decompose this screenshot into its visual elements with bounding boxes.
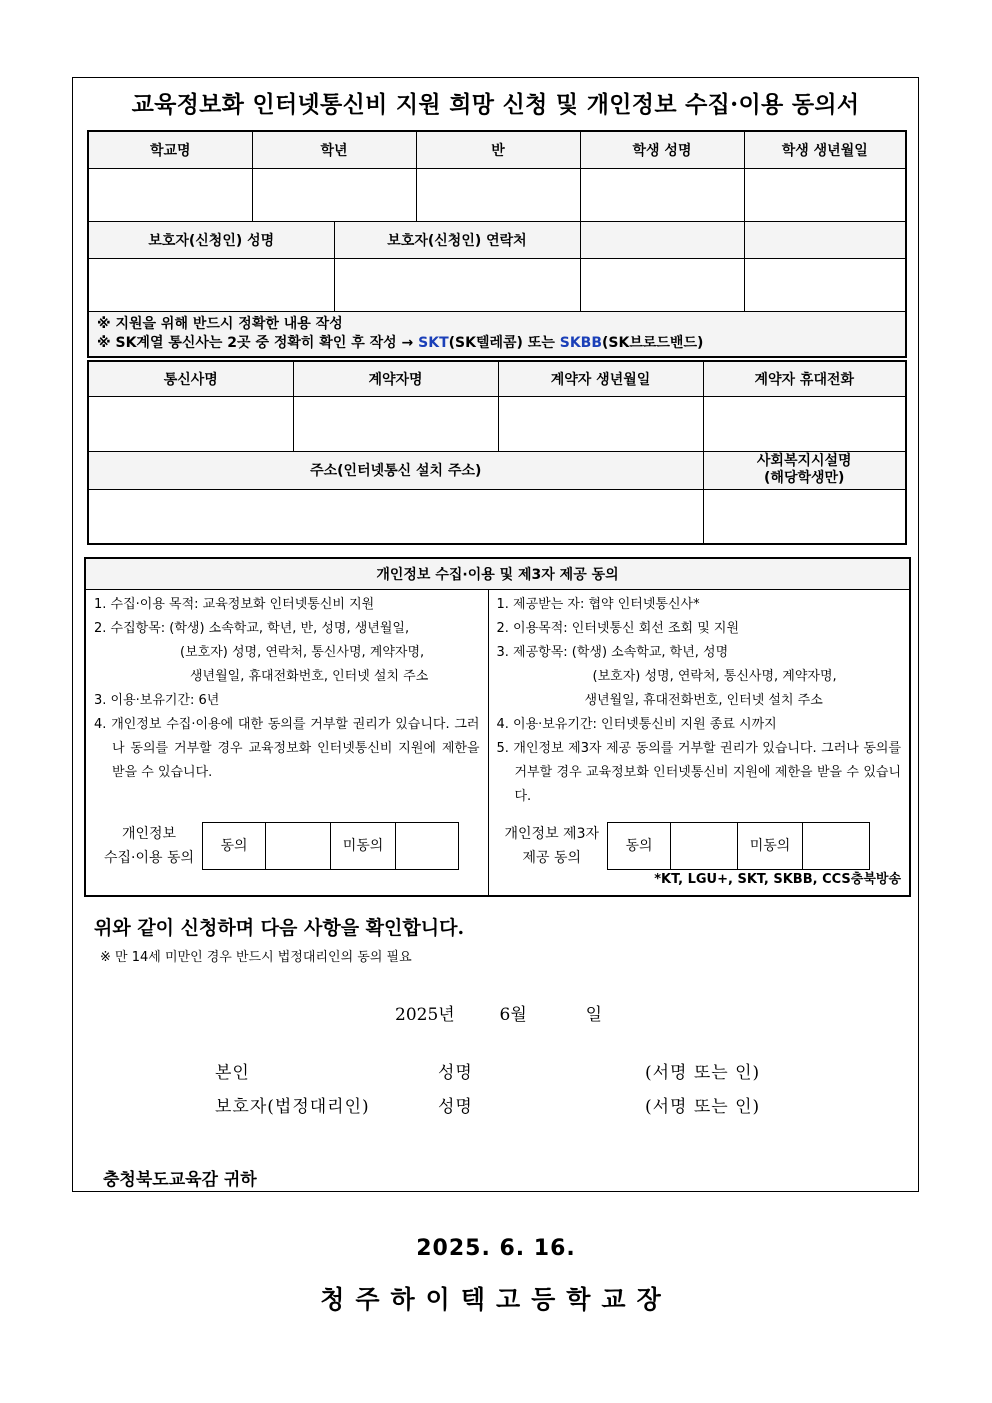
date-year: 2025년 [395,1005,455,1025]
minor-note: ※ 만 14세 미만인 경우 반드시 법정대리인의 동의 필요 [100,950,412,965]
form-title: 교육정보화 인터넷통신비 지원 희망 신청 및 개인정보 수집·이용 동의서 [131,91,860,118]
blank-field-2[interactable] [744,258,906,311]
consent-right [488,590,910,897]
right-agree-label [505,822,600,870]
left-agree-box [202,822,459,870]
issue-date: 2025. 6. 16. [416,1236,576,1261]
left-disagree-check[interactable] [396,823,458,869]
welfare-line-1: 사회복지시설명 [756,453,852,469]
header-guardian-contact: 보호자(신청인) 연락처 [334,221,580,258]
consent-heading: 개인정보 수집·이용 및 제3자 제공 동의 [85,558,910,590]
header-contractor-birth: 계약자 생년월일 [498,361,703,396]
notes [88,311,906,357]
left-item-2c: 생년월일, 휴대전화번호, 인터넷 설치 주소 [190,669,429,684]
header-contractor-phone: 계약자 휴대전화 [703,361,906,396]
contractor-birth-field[interactable] [498,396,703,451]
left-agree-text: 동의 [203,823,266,869]
guardian-label: 보호자(법정대리인) [215,1097,370,1117]
date-month: 6월 [499,1005,527,1025]
header-guardian-name: 보호자(신청인) 성명 [88,221,334,258]
addressee: 충청북도교육감 귀하 [103,1170,257,1190]
right-item-1: 1. 제공받는 자: 협약 인터넷통신사* [496,597,700,612]
self-sign-hint[interactable]: (서명 또는 인) [645,1063,761,1083]
right-agree-check[interactable] [671,823,738,869]
header-class: 반 [416,131,580,168]
left-item-4: 4. 개인정보 수집·이용에 대한 동의를 거부할 권리가 있습니다. 그러나 동의를 거부할 경우 교육정보화 인터넷통신비 지원에 제한을 받을 수 있습니다. [94,717,480,780]
guardian-name-field[interactable] [88,258,334,311]
note-prefix: ※ SK계열 통신사는 2곳 중 정확히 확인 후 작성 → [97,334,419,351]
left-agree-row [104,822,459,870]
right-item-4: 4. 이용·보유기간: 인터넷통신비 지원 종료 시까지 [496,717,777,732]
welfare-line-2: (해당학생만) [764,470,845,486]
right-agree-label-2: 제공 동의 [522,850,582,866]
right-agree-text: 동의 [608,823,671,869]
right-disagree-text: 미동의 [738,823,803,869]
guardian-name-label: 성명 [438,1097,473,1117]
left-agree-label [104,822,194,870]
left-item-3: 3. 이용·보유기간: 6년 [94,693,220,708]
right-disagree-check[interactable] [803,823,869,869]
contractor-phone-field[interactable] [703,396,906,451]
consent-table [84,557,911,897]
header-contractor: 계약자명 [293,361,498,396]
student-birth-field[interactable] [744,168,906,221]
guardian-sign-hint[interactable]: (서명 또는 인) [645,1097,761,1117]
address-field[interactable] [88,489,703,544]
left-item-2: 2. 수집항목: (학생) 소속학교, 학년, 반, 성명, 생년월일, [94,621,410,636]
left-disagree-text: 미동의 [331,823,396,869]
class-field[interactable] [416,168,580,221]
left-agree-label-1: 개인정보 [121,826,177,842]
header-address: 주소(인터넷통신 설치 주소) [88,451,703,489]
skt-full: (SK텔레콤) 또는 [448,334,560,351]
consent-left [85,590,488,897]
right-agree-row [505,822,871,870]
right-item-3b: (보호자) 성명, 연락처, 통신사명, 계약자명, [592,669,837,684]
header-carrier: 통신사명 [88,361,293,396]
welfare-field[interactable] [703,489,906,544]
date-line [395,1000,602,1025]
right-item-3c: 생년월일, 휴대전화번호, 인터넷 설치 주소 [584,693,823,708]
blank-field-1[interactable] [580,258,744,311]
left-item-2b: (보호자) 성명, 연락처, 통신사명, 계약자명, [180,645,425,660]
header-blank-2 [744,221,906,258]
header-student-name: 학생 성명 [580,131,744,168]
header-grade: 학년 [252,131,416,168]
contract-table [87,360,907,545]
student-name-field[interactable] [580,168,744,221]
providers-note: *KT, LGU+, SKT, SKBB, CCS충북방송 [654,872,902,887]
confirm-text: 위와 같이 신청하며 다음 사항을 확인합니다. [94,917,465,939]
school-field[interactable] [88,168,252,221]
skbb-label: SKBB [559,334,603,351]
header-student-birth: 학생 생년월일 [744,131,906,168]
note-line-2 [97,334,897,353]
self-label: 본인 [215,1063,250,1083]
right-agree-label-1: 개인정보 제3자 [504,826,600,842]
left-item-1: 1. 수집·이용 목적: 교육정보화 인터넷통신비 지원 [94,597,375,612]
header-blank-1 [580,221,744,258]
left-agree-label-2: 수집·이용 동의 [104,850,195,866]
right-agree-box [607,822,870,870]
principal-signature: 청주하이텍고등학교장 [320,1285,672,1314]
contractor-field[interactable] [293,396,498,451]
header-welfare [703,451,906,489]
skt-label: SKT [418,334,449,351]
grade-field[interactable] [252,168,416,221]
carrier-field[interactable] [88,396,293,451]
note-line-1: ※ 지원을 위해 반드시 정확한 내용 작성 [97,315,343,332]
skbb-full: (SK브로드밴드) [602,334,704,351]
date-day: 일 [585,1005,602,1025]
guardian-contact-field[interactable] [334,258,580,311]
right-item-5: 5. 개인정보 제3자 제공 동의를 거부할 권리가 있습니다. 그러나 동의를 거부할 경우 교육정보화 인터넷통신비 지원에 제한을 받을 수 있습니다. [496,741,902,804]
right-item-2: 2. 이용목적: 인터넷통신 회선 조회 및 지원 [496,621,740,636]
left-agree-check[interactable] [266,823,331,869]
right-item-3: 3. 제공항목: (학생) 소속학교, 학년, 성명 [496,645,729,660]
header-school: 학교명 [88,131,252,168]
self-name-label: 성명 [438,1063,473,1083]
application-table [87,130,907,358]
